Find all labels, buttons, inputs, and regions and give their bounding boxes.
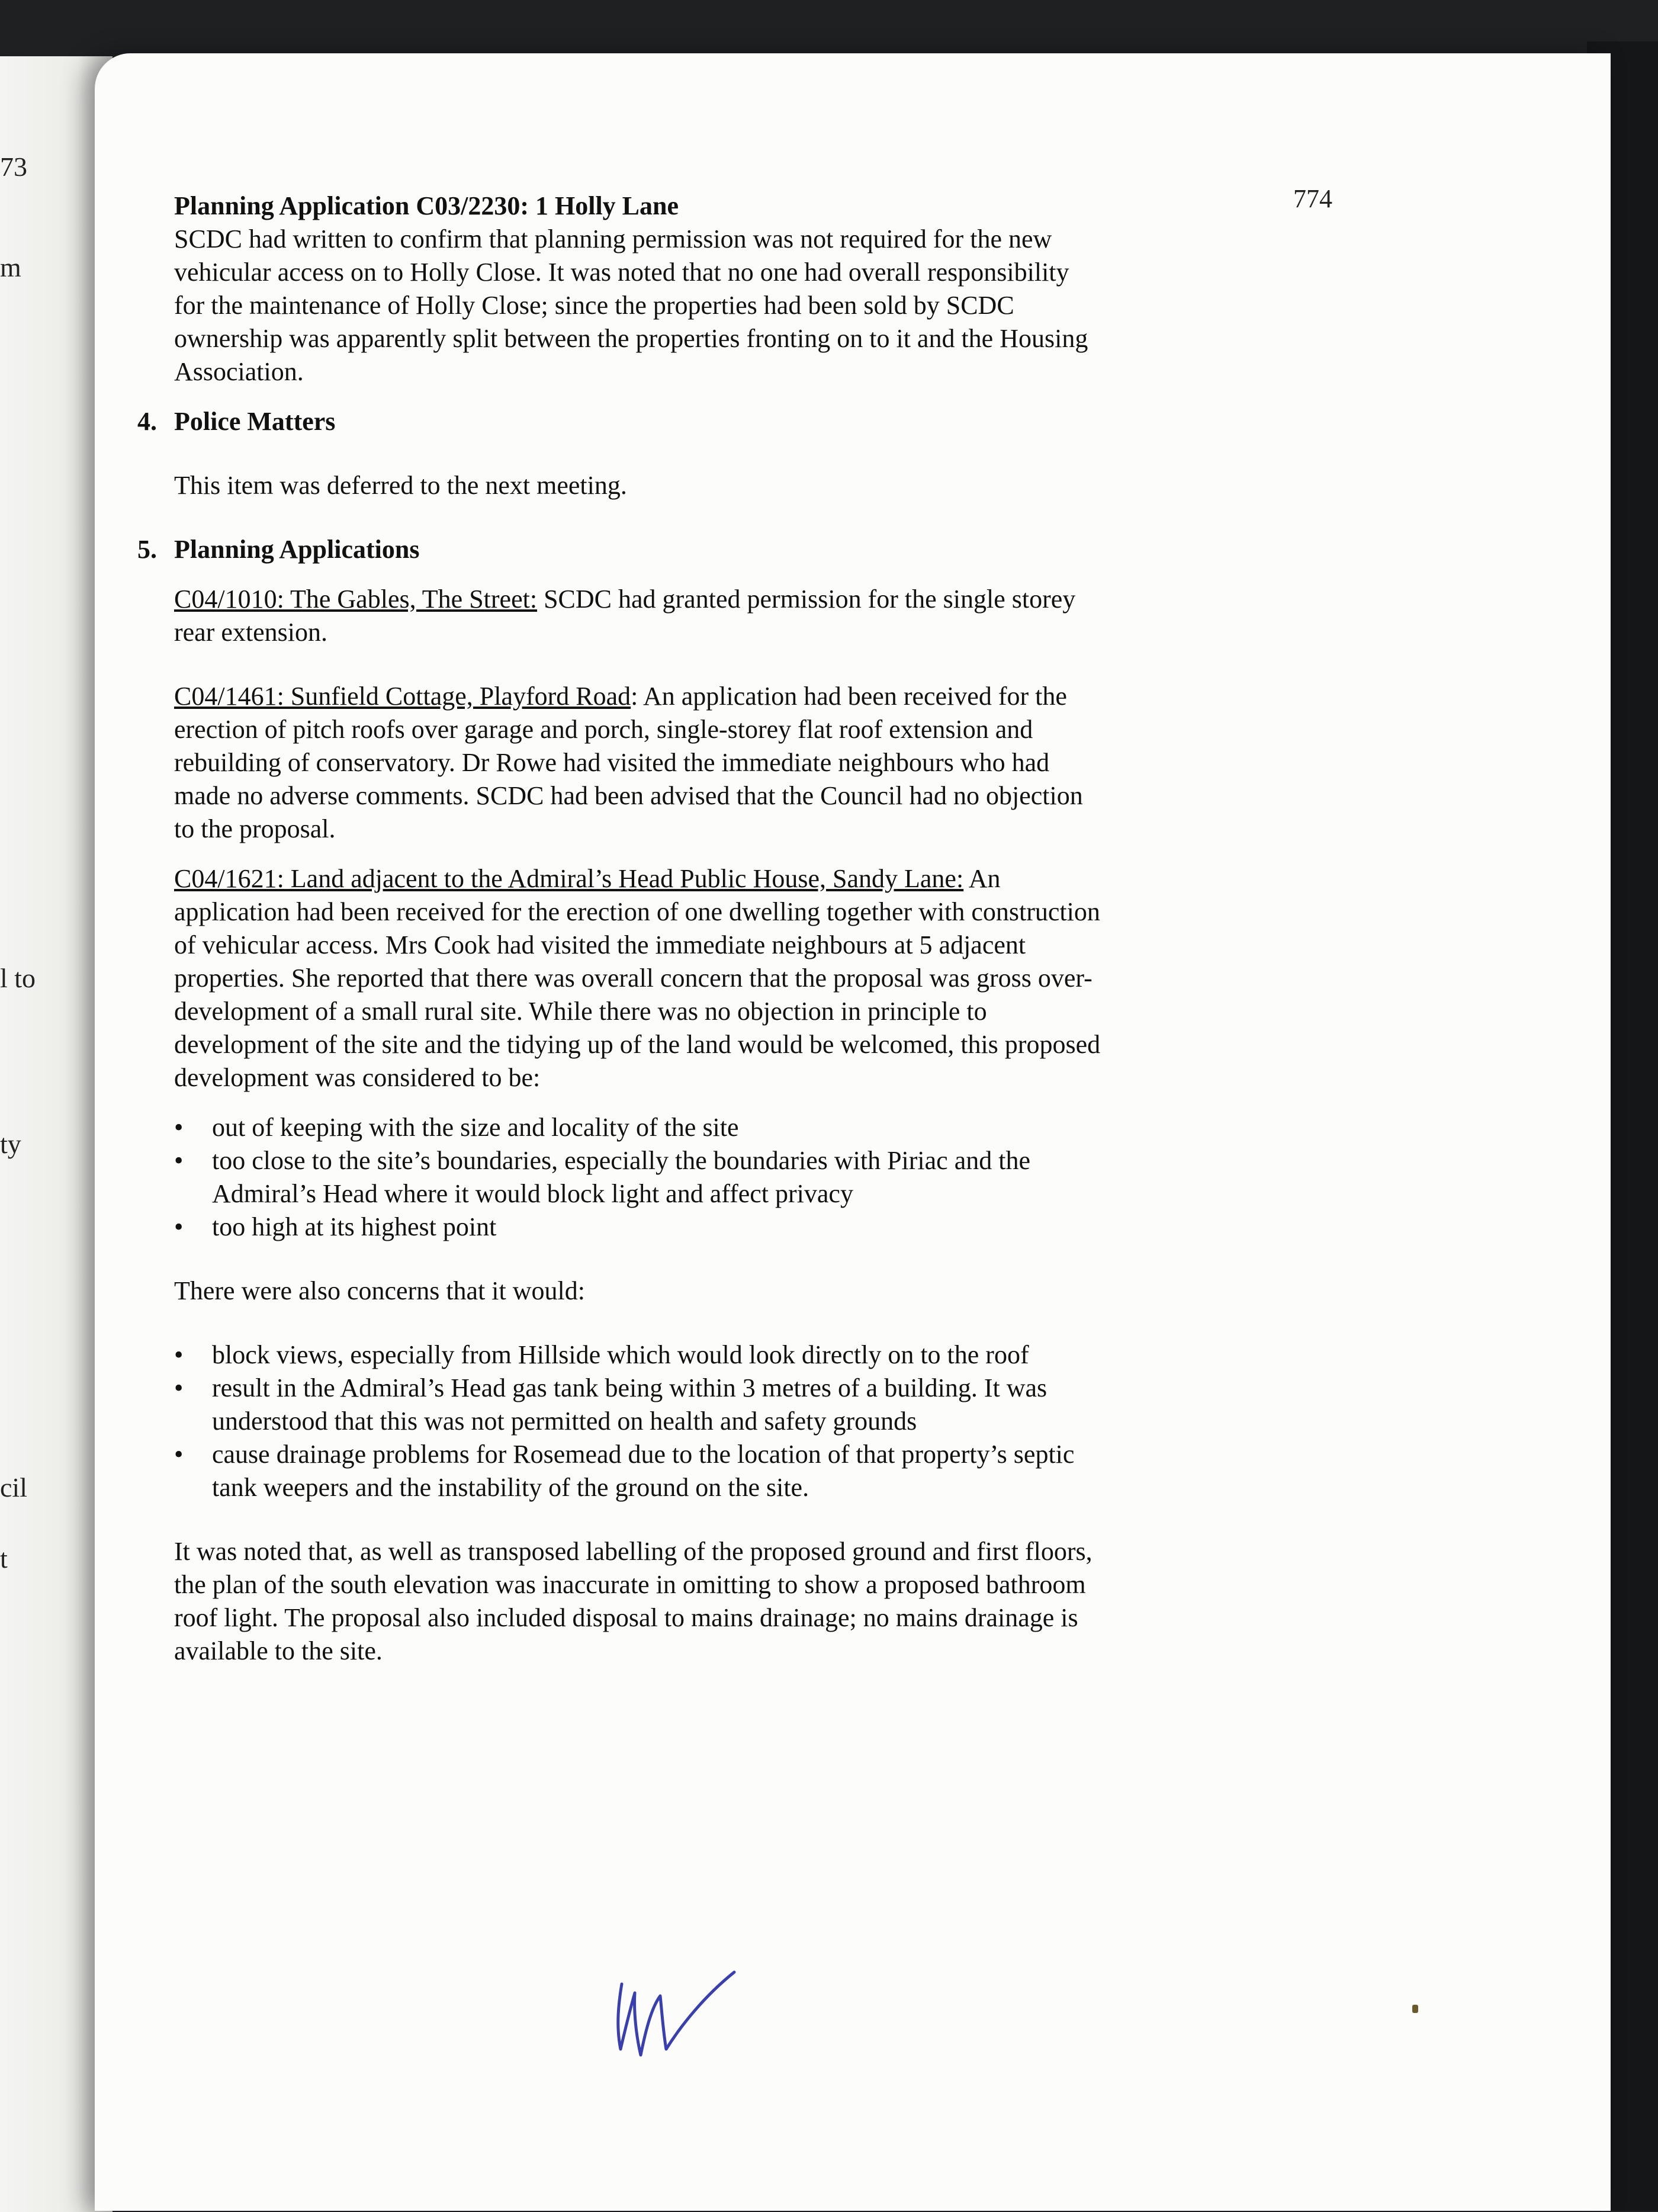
text-line: Admiral’s Head where it would block light and affect privacy	[212, 1179, 853, 1208]
text-line: rear extension.	[174, 618, 327, 647]
text-line: SCDC had written to confirm that planning permission was not required for the new	[174, 224, 1052, 253]
bullet-icon: •	[174, 1373, 184, 1402]
text-line: for the maintenance of Holly Close; since the properties had been sold by SCDC	[174, 291, 1014, 320]
text-line: erection of pitch roofs over garage and porch, single-storey flat roof extension and	[174, 715, 1033, 744]
text-line: It was noted that, as well as transposed labelling of the proposed ground and first floors,	[174, 1537, 1093, 1566]
application-sunfield	[174, 680, 1347, 846]
text-line	[174, 583, 1347, 616]
facing-page-fragment: t	[0, 1543, 8, 1574]
application-gables	[174, 583, 1347, 649]
text-line: Association.	[174, 357, 304, 386]
list-item	[174, 1111, 1347, 1144]
text-line: to the proposal.	[174, 814, 336, 843]
text-line: development of the site and the tidying up of the land would be welcomed, this proposed	[174, 1030, 1101, 1059]
text-line: too high at its highest point	[212, 1212, 497, 1241]
text-line: cause drainage problems for Rosemead due to the location of that property’s septic	[212, 1440, 1075, 1469]
section-police-matters	[137, 405, 1347, 438]
application-reference: C04/1621: Land adjacent to the Admiral’s Head Public House, Sandy Lane:	[174, 864, 964, 893]
text-run: An	[963, 864, 1001, 893]
facing-page-fragment: l to	[0, 963, 36, 993]
facing-page-fragment: m	[0, 252, 21, 282]
text-line: roof light. The proposal also included disposal to mains drainage; no mains drainage is	[174, 1603, 1078, 1632]
section-holly-lane	[174, 190, 1347, 389]
section-number: 5.	[137, 535, 157, 564]
facing-page-fragment: ty	[0, 1129, 21, 1159]
bullet-icon: •	[174, 1340, 184, 1369]
text-line: This item was deferred to the next meeting.	[174, 471, 627, 500]
text-line	[174, 862, 1347, 895]
section-heading: Planning Application C03/2230: 1 Holly Lane	[174, 191, 679, 220]
section-heading: Planning Applications	[174, 535, 420, 564]
section-number: 4.	[137, 407, 157, 436]
text-line: out of keeping with the size and locality of the site	[212, 1113, 739, 1142]
bullet-icon: •	[174, 1113, 184, 1142]
text-line: vehicular access on to Holly Close. It was noted that no one had overall responsibility	[174, 258, 1069, 287]
bullet-icon: •	[174, 1440, 184, 1469]
application-reference: C04/1461: Sunfield Cottage, Playford Road	[174, 682, 631, 711]
paper-speck	[1412, 2005, 1418, 2013]
section-planning-applications	[137, 533, 1347, 566]
text-line: properties. She reported that there was overall concern that the proposal was gross over-	[174, 964, 1093, 993]
list-item	[174, 1211, 1347, 1244]
text-line: There were also concerns that it would:	[174, 1276, 585, 1305]
text-line: block views, especially from Hillside which would look directly on to the roof	[212, 1340, 1029, 1369]
application-admirals-head	[174, 862, 1347, 1668]
bullet-list	[174, 1338, 1347, 1504]
list-item	[174, 1338, 1347, 1372]
text-line: application had been received for the erection of one dwelling together with construction	[174, 897, 1100, 926]
document-page	[95, 53, 1611, 2211]
bullet-icon: •	[174, 1212, 184, 1241]
text-line: ownership was apparently split between the properties fronting on to it and the Housing	[174, 324, 1088, 353]
list-item	[174, 1372, 1347, 1438]
text-line: too close to the site’s boundaries, especially the boundaries with Piriac and the	[212, 1146, 1030, 1175]
text-line: the plan of the south elevation was inaccurate in omitting to show a proposed bathroom	[174, 1570, 1086, 1599]
text-line: understood that this was not permitted on health and safety grounds	[212, 1407, 917, 1436]
text-line: available to the site.	[174, 1636, 383, 1665]
text-line: tank weepers and the instability of the ground on the site.	[212, 1473, 809, 1502]
bullet-list	[174, 1111, 1347, 1244]
text-line: made no adverse comments. SCDC had been advised that the Council had no objection	[174, 781, 1083, 810]
text-line: development of a small rural site. While there was no objection in principle to	[174, 997, 987, 1026]
page-number: 774	[1293, 184, 1332, 213]
text-run: SCDC had granted permission for the single storey	[537, 585, 1076, 614]
list-item	[174, 1144, 1347, 1211]
text-line: rebuilding of conservatory. Dr Rowe had visited the immediate neighbours who had	[174, 748, 1050, 777]
text-run: : An application had been received for the	[631, 682, 1067, 711]
text-line: of vehicular access. Mrs Cook had visited the immediate neighbours at 5 adjacent	[174, 930, 1026, 959]
bullet-icon: •	[174, 1146, 184, 1175]
application-reference: C04/1010: The Gables, The Street:	[174, 585, 538, 614]
text-line: development was considered to be:	[174, 1063, 541, 1092]
minutes-body	[137, 190, 1347, 1668]
facing-page-fragment: 73	[0, 152, 27, 182]
facing-page-fragment: cil	[0, 1472, 27, 1503]
signature-initials	[604, 1960, 746, 2061]
text-line: result in the Admiral’s Head gas tank being within 3 metres of a building. It was	[212, 1373, 1048, 1402]
text-line	[174, 680, 1347, 713]
list-item	[174, 1438, 1347, 1504]
section-heading: Police Matters	[174, 407, 336, 436]
